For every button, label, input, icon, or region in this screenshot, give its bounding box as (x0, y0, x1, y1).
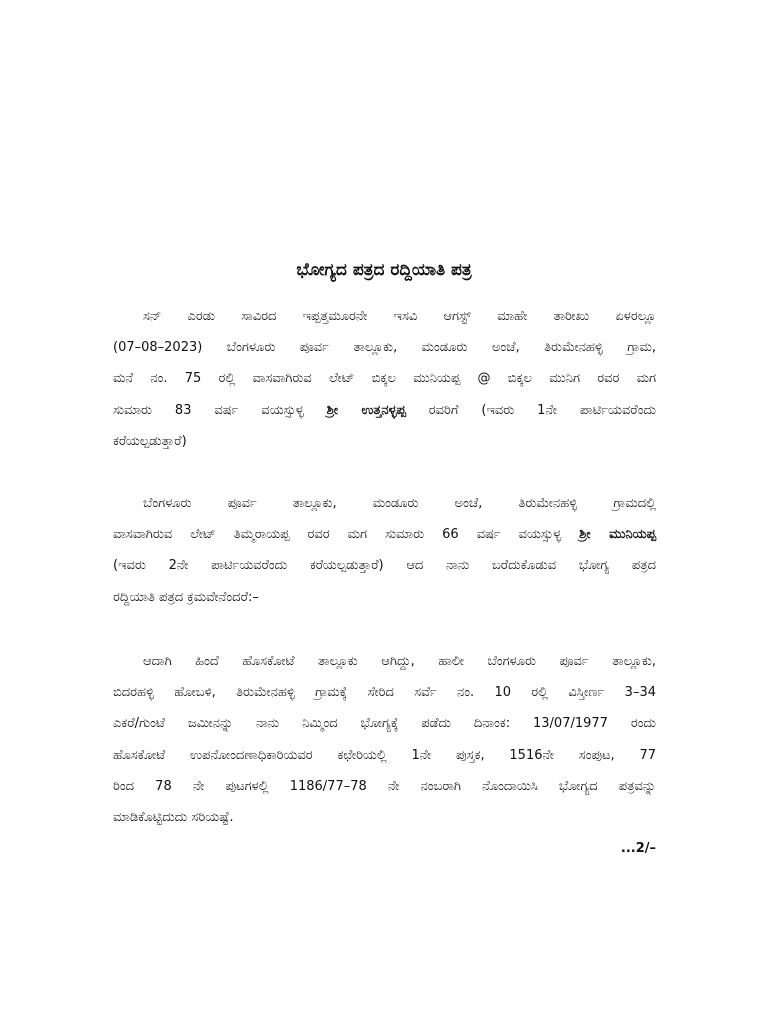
paragraph-line (113, 646, 656, 677)
paragraph-text: ಆದಾಗಿ ಹಿಂದೆ ಹೊಸಕೋಟೆ ತಾಲ್ಲೂಕು ಆಗಿದ್ದು, ಹಾಲೀ ಬೆಂಗಳೂರು ಪೂರ್ವ ತಾಲ್ಲೂಕು, (143, 654, 656, 669)
paragraph-text: ವಾಸವಾಗಿರುವ ಲೇಟ್ ತಿಮ್ಮರಾಯಪ್ಪ ರವರ ಮಗ ಸುಮಾರು 66 ವರ್ಷ ವಯಸ್ಸುಳ್ಳ (113, 527, 580, 543)
paragraph-line (113, 395, 656, 426)
paragraph-text: ಸುಮಾರು 83 ವರ್ಷ ವಯಸ್ಸುಳ್ಳ (113, 402, 327, 418)
paragraph-text: ರವರಿಗೆ (ಇವರು 1ನೇ ಪಾರ್ಟಿಯವರೆಂದು (405, 402, 656, 418)
paragraph-second-party (113, 488, 656, 613)
paragraph-line: ಬಿದರಹಳ್ಳಿ ಹೋಬಳಿ, ತಿರುಮೇನಹಳ್ಳಿ ಗ್ರಾಮಕ್ಕೆ ಸೇರಿದ ಸರ್ವೆ ನಂ. 10 ರಲ್ಲಿ ವಿಸ್ತೀರ್ಣ 3–34 (113, 685, 656, 701)
page-continuation-marker: ...2/– (620, 841, 656, 856)
paragraph-details (113, 646, 656, 833)
paragraph-line: (ಇವರು 2ನೇ ಪಾರ್ಟಿಯವರೆಂದು ಕರೆಯಲ್ಪಡುತ್ತಾರೆ) ಆದ ನಾನು ಬರೆದುಕೊಡುವ ಭೋಗ್ಯ ಪತ್ರದ (113, 558, 656, 574)
paragraph-text: ಸನ್ ಎರಡು ಸಾವಿರದ ಇಪ್ಪತ್ತಮೂರನೇ ಇಸವಿ ಆಗಸ್ಟ್ ಮಾಹೇ ತಾರೀಖು ಏಳರಲ್ಲೂ (143, 309, 656, 324)
paragraph-line (113, 301, 656, 332)
paragraph-line (113, 488, 656, 519)
paragraph-first-party (113, 301, 656, 457)
paragraph-line: ಮಾಡಿಕೊಟ್ಟಿದುದು ಸರಿಯಷ್ಟೆ. (113, 810, 234, 826)
paragraph-line: ಮನೆ ನಂ. 75 ರಲ್ಲಿ ವಾಸವಾಗಿರುವ ಲೇಟ್ ಬಿಕ್ಕಲ ಮುನಿಯಪ್ಪ @ ಬಿಕ್ಕಲ ಮುನಿಗ ರವರ ಮಗ (113, 371, 656, 387)
paragraph-text: ಬೆಂಗಳೂರು ಪೂರ್ವ ತಾಲ್ಲೂಕು, ಮಂಡೂರು ಅಂಚೆ, ತಿರುಮೇನಹಳ್ಳಿ ಗ್ರಾಮದಲ್ಲಿ (143, 496, 656, 511)
second-party-name: ಶ್ರೀ ಮುನಿಯಪ್ಪ (579, 527, 656, 543)
paragraph-line: ರದ್ದಿಯಾತಿ ಪತ್ರದ ಕ್ರಮವೇನೆಂದರೆ:– (113, 589, 259, 605)
paragraph-line: ಎಕರೆ/ಗುಂಟೆ ಜಮೀನನ್ನು ನಾನು ನಿಮ್ಮಿಂದ ಭೋಗ್ಯಕ್ಕೆ ಪಡೆದು ದಿನಾಂಕ: 13/07/1977 ರಂದು (113, 716, 656, 732)
paragraph-line: (07–08–2023) ಬೆಂಗಳೂರು ಪೂರ್ವ ತಾಲ್ಲೂಕು, ಮಂಡೂರು ಅಂಚೆ, ತಿರುಮೇನಹಳ್ಳಿ ಗ್ರಾಮ, (113, 340, 656, 356)
paragraph-line: ರಿಂದ 78 ನೇ ಪುಟಗಳಲ್ಲಿ 1186/77–78 ನೇ ನಂಬರಾಗಿ ನೊಂದಾಯಿಸಿ ಭೋಗ್ಯದ ಪತ್ರವನ್ನು (113, 778, 656, 794)
paragraph-line (113, 519, 656, 550)
paragraph-line: ಕರೆಯಲ್ಪಡುತ್ತಾರೆ) (113, 433, 187, 449)
paragraph-line: ಹೊಸಕೋಟೆ ಉಪನೋಂದಣಾಧಿಕಾರಿಯವರ ಕಛೇರಿಯಲ್ಲಿ 1ನೇ ಪುಸ್ತಕ, 1516ನೇ ಸಂಪುಟ, 77 (113, 747, 656, 763)
document-title: ಭೋಗ್ಯದ ಪತ್ರದ ರದ್ದಿಯಾತಿ ಪತ್ರ (296, 260, 472, 280)
first-party-name: ಶ್ರೀ ಉತ್ತನಳ್ಳಪ್ಪ (326, 402, 406, 418)
